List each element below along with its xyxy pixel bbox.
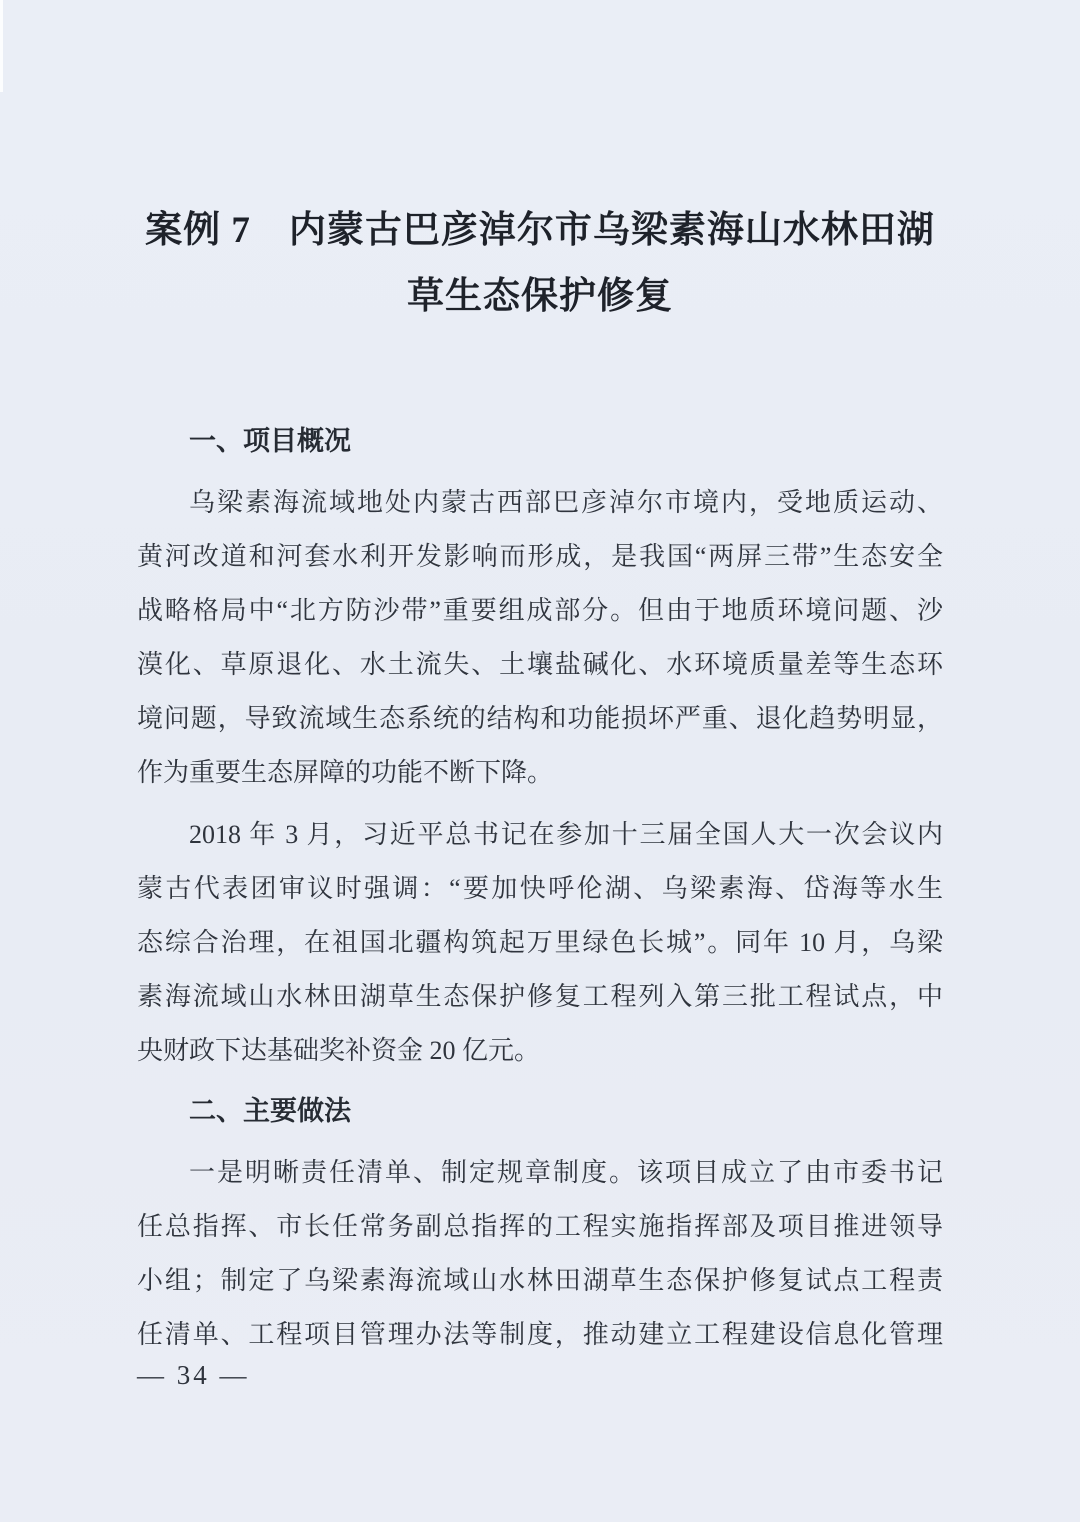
document-content <box>137 198 943 1362</box>
section-heading-1: 一、项目概况 <box>189 426 351 456</box>
paragraph-1-line-5: 境问题，导致流域生态系统的结构和功能损坏严重、退化趋势明显， <box>137 704 943 733</box>
paragraph-1-line-3: 战略格局中“北方防沙带”重要组成部分。但由于地质环境问题、沙 <box>137 596 943 625</box>
document-title <box>137 198 943 330</box>
paragraph-3-line-4: 任清单、工程项目管理办法等制度，推动建立工程建设信息化管理 <box>137 1320 943 1349</box>
page-number: — 34 — <box>137 1360 250 1390</box>
document-body <box>137 414 943 1362</box>
document-title-line-1: 案例 7 内蒙古巴彦淖尔市乌梁素海山水林田湖 <box>145 210 935 251</box>
paragraph-1-line-4: 漠化、草原退化、水土流失、土壤盐碱化、水环境质量差等生态环 <box>137 650 943 679</box>
paragraph-2-line-1: 2018 年 3 月，习近平总书记在参加十三届全国人大一次会议内 <box>189 820 943 849</box>
paragraph-2-line-2: 蒙古代表团审议时强调：“要加快呼伦湖、乌梁素海、岱海等水生 <box>137 874 943 903</box>
paragraph-1-line-1: 乌梁素海流域地处内蒙古西部巴彦淖尔市境内，受地质运动、 <box>189 488 943 517</box>
paragraph-1-line-2: 黄河改道和河套水利开发影响而形成，是我国“两屏三带”生态安全 <box>137 542 943 571</box>
document-title-line-2: 草生态保护修复 <box>407 276 673 317</box>
section-heading-2: 二、主要做法 <box>189 1096 351 1126</box>
scan-edge-artifact <box>0 0 3 92</box>
paragraph-2-line-3: 态综合治理，在祖国北疆构筑起万里绿色长城”。同年 10 月，乌梁 <box>137 928 943 957</box>
paragraph-3-line-1: 一是明晰责任清单、制定规章制度。该项目成立了由市委书记 <box>189 1158 943 1187</box>
paragraph-3-line-2: 任总指挥、市长任常务副总指挥的工程实施指挥部及项目推进领导 <box>137 1212 943 1241</box>
paragraph-2-line-5: 央财政下达基础奖补资金 20 亿元。 <box>137 1036 541 1065</box>
paragraph-2-line-4: 素海流域山水林田湖草生态保护修复工程列入第三批工程试点，中 <box>137 982 943 1011</box>
paragraph-3-line-3: 小组；制定了乌梁素海流域山水林田湖草生态保护修复试点工程责 <box>137 1266 943 1295</box>
paragraph-1-line-6: 作为重要生态屏障的功能不断下降。 <box>137 758 554 787</box>
